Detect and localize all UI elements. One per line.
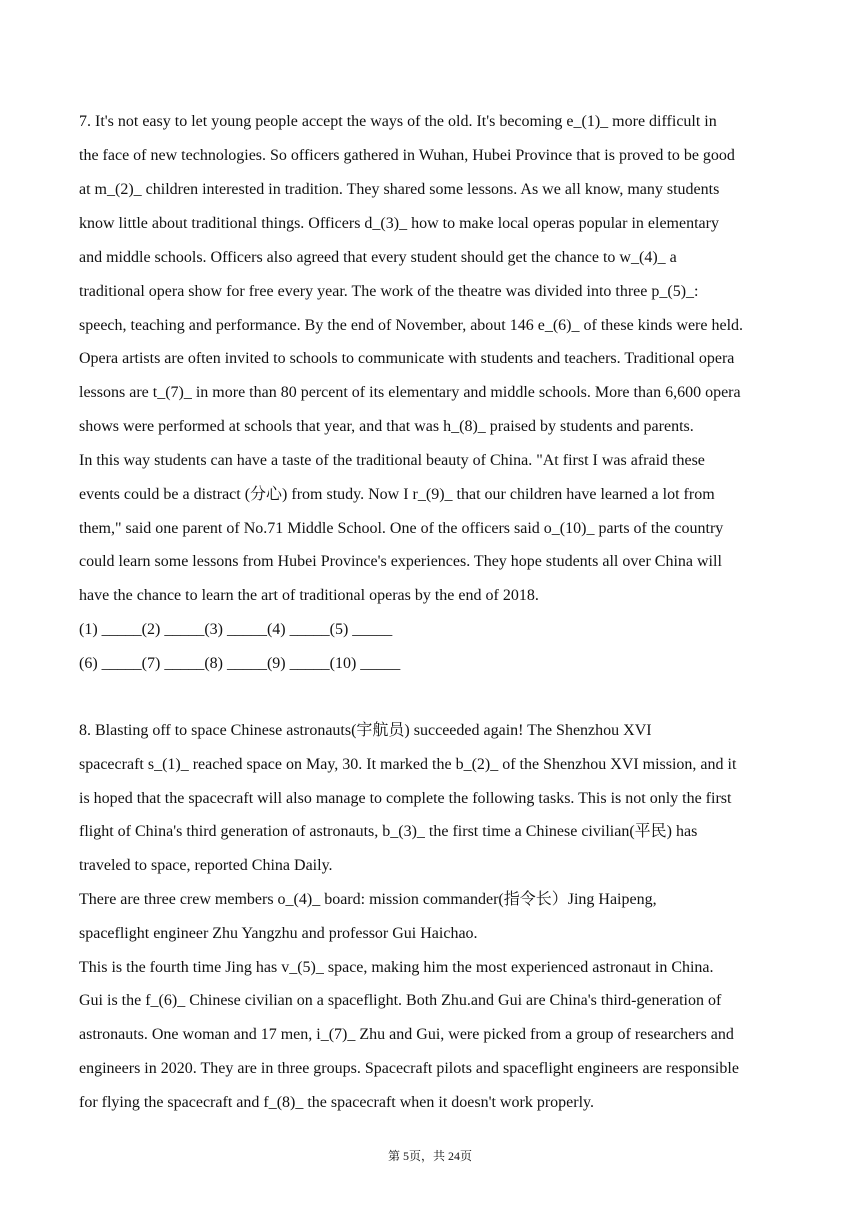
q8-line: traveled to space, reported China Daily. <box>79 857 333 874</box>
q7-answer-blanks: (6) _____(7) _____(8) _____(9) _____(10) _____ <box>79 655 401 672</box>
q7-line: at m_(2)_ children interested in tradition. They shared some lessons. As we all know, many students <box>79 181 720 198</box>
q7-line: them," said one parent of No.71 Middle School. One of the officers said o_(10)_ parts of the country <box>79 520 724 537</box>
q7-line: know little about traditional things. Officers d_(3)_ how to make local operas popular in elementary <box>79 215 719 232</box>
q7-line: In this way students can have a taste of the traditional beauty of China. "At first I was afraid these <box>79 452 705 469</box>
q7-line: have the chance to learn the art of traditional operas by the end of 2018. <box>79 587 539 604</box>
q8-line: This is the fourth time Jing has v_(5)_ space, making him the most experienced astronaut in China. <box>79 959 714 976</box>
q7-line: the face of new technologies. So officers gathered in Wuhan, Hubei Province that is proved to be good <box>79 147 735 164</box>
q7-answer-blanks: (1) _____(2) _____(3) _____(4) _____(5) _____ <box>79 621 393 638</box>
q7-line: lessons are t_(7)_ in more than 80 percent of its elementary and middle schools. More than 6,600 opera <box>79 384 741 401</box>
q8-line: Gui is the f_(6)_ Chinese civilian on a spaceflight. Both Zhu.and Gui are China's third-generation of <box>79 992 722 1009</box>
page-number-footer: 第 5页，共 24页 <box>387 1149 472 1163</box>
q7-line: and middle schools. Officers also agreed that every student should get the chance to w_(4)_ a <box>79 249 677 266</box>
q7-line: could learn some lessons from Hubei Province's experiences. They hope students all over China will <box>79 553 722 570</box>
q8-line: flight of China's third generation of astronauts, b_(3)_ the first time a Chinese civilian(平民) has <box>79 823 698 840</box>
q8-line: There are three crew members o_(4)_ board: mission commander(指令长）Jing Haipeng, <box>79 891 657 908</box>
q8-line: for flying the spacecraft and f_(8)_ the spacecraft when it doesn't work properly. <box>79 1094 594 1111</box>
q8-line: 8. Blasting off to space Chinese astronauts(宇航员) succeeded again! The Shenzhou XVI <box>79 722 652 739</box>
q8-line: spacecraft s_(1)_ reached space on May, 30. It marked the b_(2)_ of the Shenzhou XVI mission, and it <box>79 756 737 773</box>
q7-line: Opera artists are often invited to schools to communicate with students and teachers. Traditional opera <box>79 350 735 367</box>
q8-line: spaceflight engineer Zhu Yangzhu and professor Gui Haichao. <box>79 925 478 942</box>
q7-line: 7. It's not easy to let young people accept the ways of the old. It's becoming e_(1)_ more difficult in <box>79 113 717 130</box>
q7-line: shows were performed at schools that year, and that was h_(8)_ praised by students and parents. <box>79 418 694 435</box>
q7-line: speech, teaching and performance. By the end of November, about 146 e_(6)_ of these kinds were held. <box>79 317 744 334</box>
q8-line: engineers in 2020. They are in three groups. Spacecraft pilots and spaceflight engineers are responsible <box>79 1060 739 1077</box>
q8-line: astronauts. One woman and 17 men, i_(7)_ Zhu and Gui, were picked from a group of researchers and <box>79 1026 734 1043</box>
q7-line: traditional opera show for free every year. The work of the theatre was divided into three p_(5)_: <box>79 283 699 300</box>
q8-line: is hoped that the spacecraft will also manage to complete the following tasks. This is not only the first <box>79 790 732 807</box>
q7-line: events could be a distract (分心) from study. Now I r_(9)_ that our children have learned a lot from <box>79 486 715 503</box>
